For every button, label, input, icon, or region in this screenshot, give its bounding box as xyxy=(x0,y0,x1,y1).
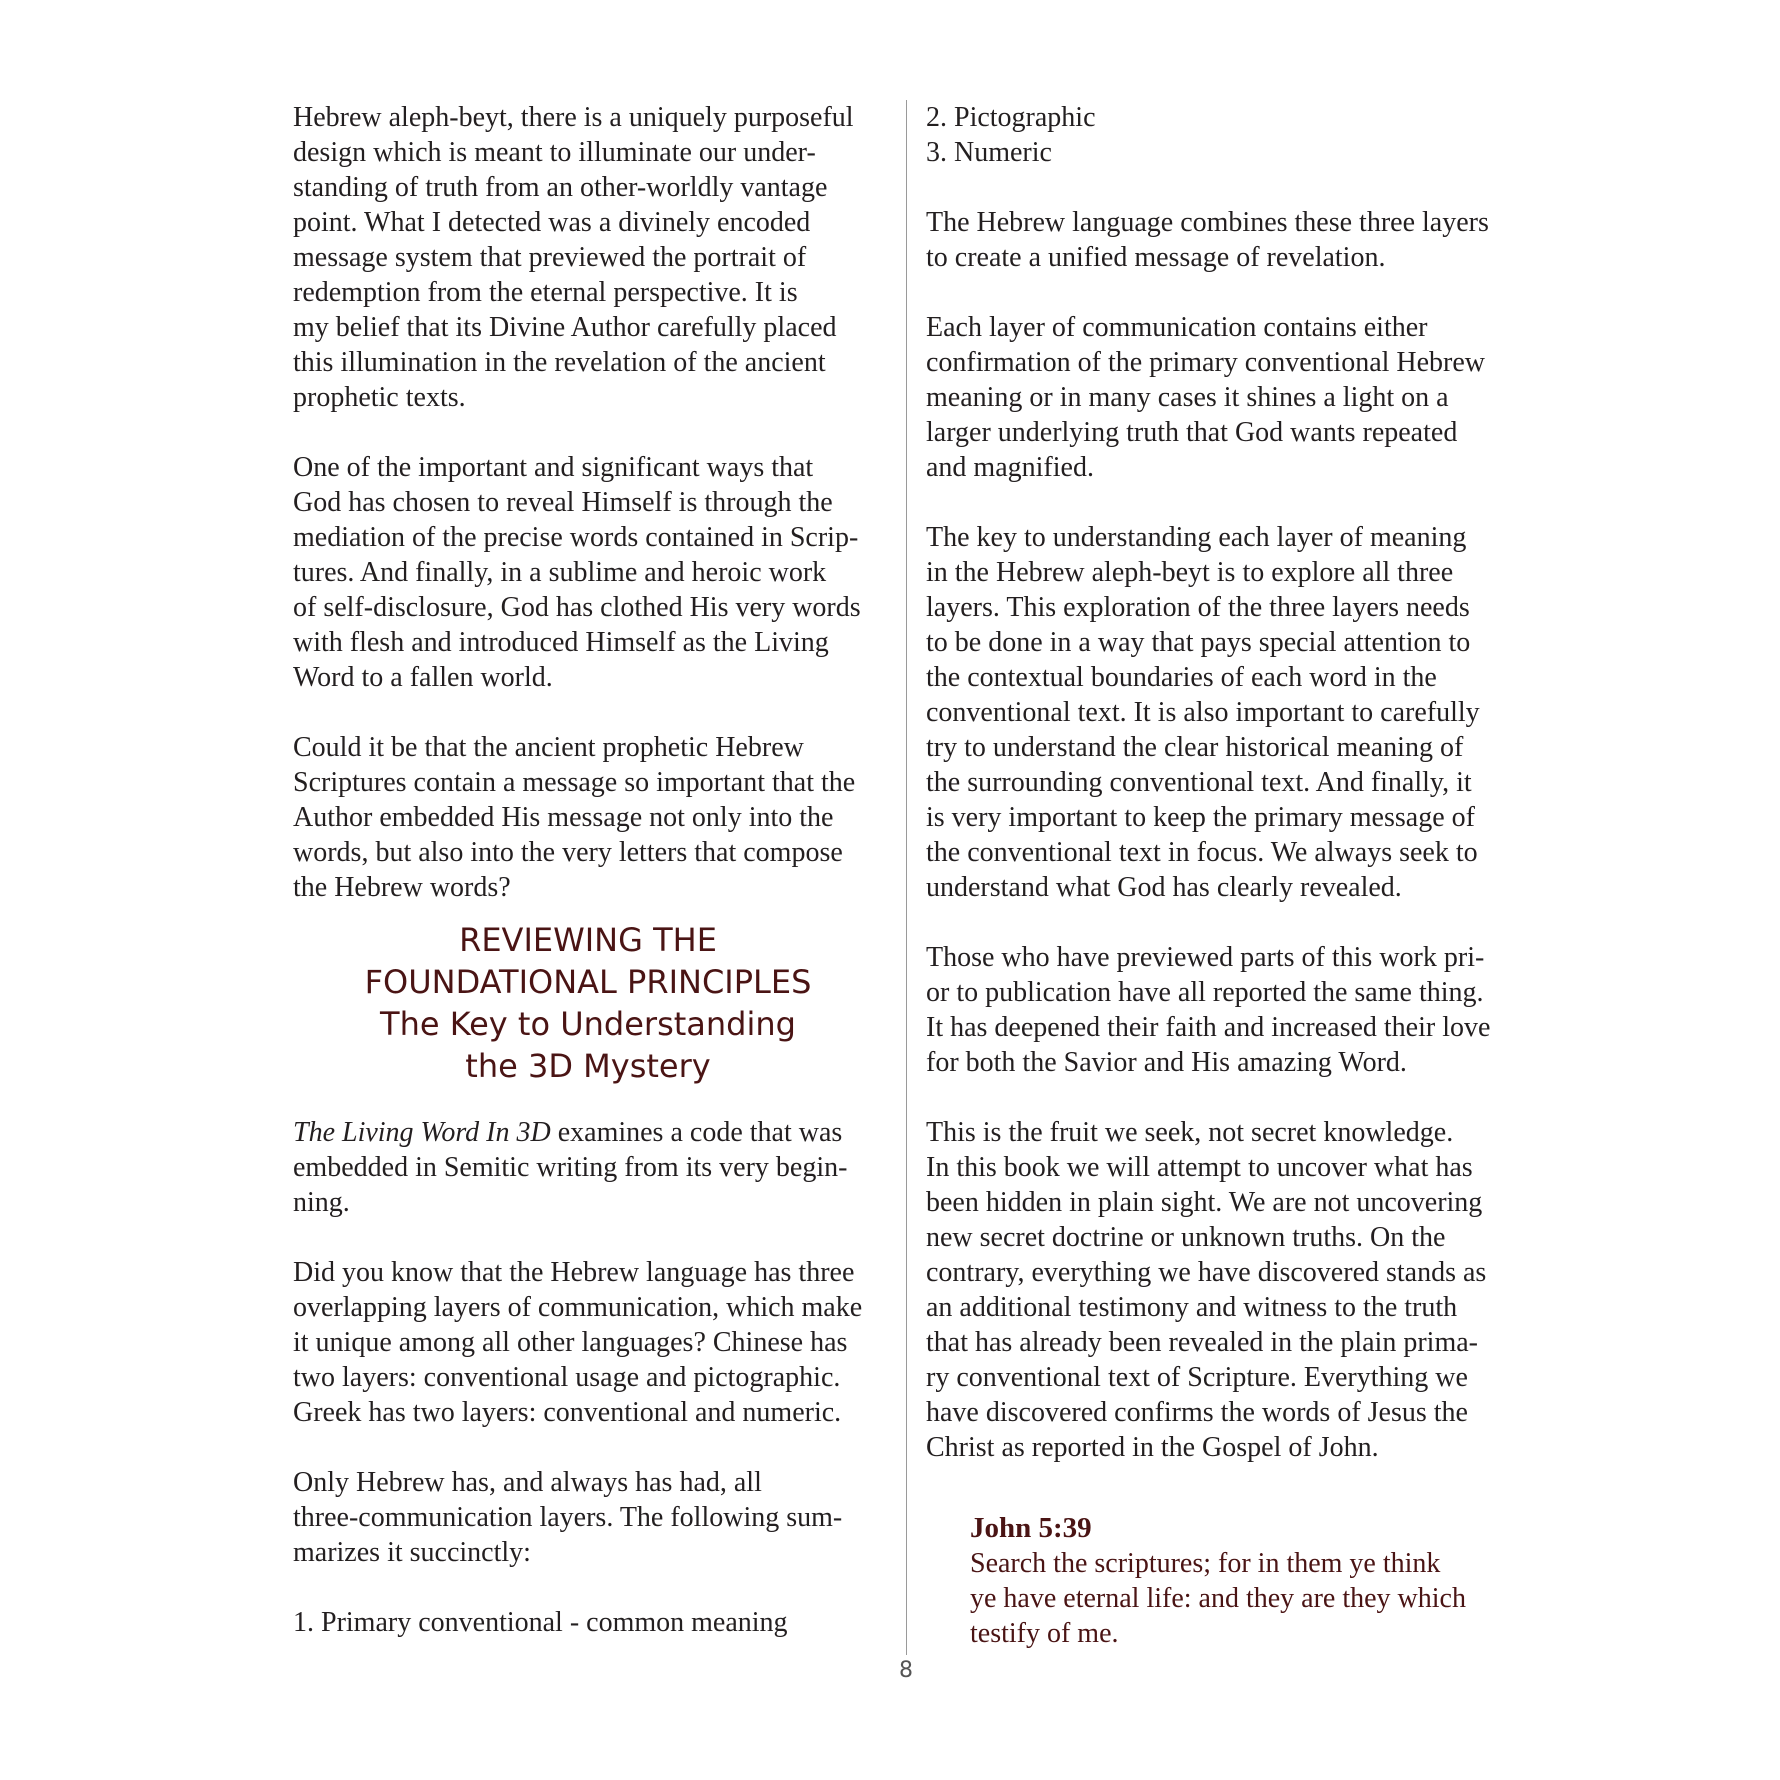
list-item: 3. Numeric xyxy=(926,137,1052,168)
text-line: it unique among all other languages? Chinese has xyxy=(293,1327,848,1358)
text-line: Those who have previewed parts of this work pri- xyxy=(926,942,1485,973)
paragraph xyxy=(293,450,893,695)
text-line: larger underlying truth that God wants repeated xyxy=(926,417,1458,448)
text-line: God has chosen to reveal Himself is through the xyxy=(293,487,833,518)
text-line: ning. xyxy=(293,1187,350,1218)
heading-line: REVIEWING THE xyxy=(459,921,717,959)
list-item: 2. Pictographic xyxy=(926,102,1096,133)
scripture-line: testify of me. xyxy=(970,1618,1119,1649)
paragraph-gap xyxy=(926,275,1526,310)
text-line: redemption from the eternal perspective. It is xyxy=(293,277,798,308)
paragraph-gap xyxy=(926,485,1526,520)
text-line: message system that previewed the portrait of xyxy=(293,242,807,273)
subheading-line: the 3D Mystery xyxy=(465,1047,711,1085)
text-line: an additional testimony and witness to the truth xyxy=(926,1292,1458,1323)
paragraph-gap xyxy=(293,1220,893,1255)
text-line: overlapping layers of communication, which make xyxy=(293,1292,863,1323)
text-line: prophetic texts. xyxy=(293,382,466,413)
text-line: Author embedded His message not only into the xyxy=(293,802,834,833)
text-line: of self-disclosure, God has clothed His very words xyxy=(293,592,861,623)
text-line: Christ as reported in the Gospel of John. xyxy=(926,1432,1379,1463)
text-line: ry conventional text of Scripture. Everything we xyxy=(926,1362,1468,1393)
text-line: tures. And finally, in a sublime and heroic work xyxy=(293,557,827,588)
text-line: The key to understanding each layer of meaning xyxy=(926,522,1467,553)
text-line: and magnified. xyxy=(926,452,1094,483)
text-line: the surrounding conventional text. And finally, it xyxy=(926,767,1472,798)
text-line: Word to a fallen world. xyxy=(293,662,553,693)
list xyxy=(293,1605,893,1640)
text-line: mediation of the precise words contained in Scrip- xyxy=(293,522,859,553)
book-title: The Living Word In 3D xyxy=(293,1117,551,1148)
paragraph-gap xyxy=(293,695,893,730)
text-line: In this book we will attempt to uncover what has xyxy=(926,1152,1473,1183)
text-fragment: examines a code that was xyxy=(550,1117,843,1148)
text-line: contrary, everything we have discovered stands as xyxy=(926,1257,1487,1288)
paragraph xyxy=(293,100,893,415)
paragraph-gap xyxy=(926,905,1526,940)
text-line: try to understand the clear historical meaning of xyxy=(926,732,1464,763)
text-line: Did you know that the Hebrew language has three xyxy=(293,1257,855,1288)
text-line: this illumination in the revelation of the ancient xyxy=(293,347,826,378)
column-divider xyxy=(906,100,907,1655)
text-line: new secret doctrine or unknown truths. On the xyxy=(926,1222,1446,1253)
scripture-line: ye have eternal life: and they are they which xyxy=(970,1583,1466,1614)
section-heading xyxy=(293,919,883,1087)
text-line: Could it be that the ancient prophetic Hebrew xyxy=(293,732,804,763)
text-line: my belief that its Divine Author carefully placed xyxy=(293,312,837,343)
text-line: standing of truth from an other-worldly vantage xyxy=(293,172,828,203)
paragraph-gap xyxy=(926,1080,1526,1115)
text-line: the Hebrew words? xyxy=(293,872,511,903)
text-line: with flesh and introduced Himself as the Living xyxy=(293,627,829,658)
left-column xyxy=(293,100,893,1640)
paragraph-gap xyxy=(293,1430,893,1465)
text-line: Each layer of communication contains either xyxy=(926,312,1428,343)
paragraph xyxy=(926,520,1526,905)
text-line: in the Hebrew aleph-beyt is to explore all three xyxy=(926,557,1454,588)
paragraph xyxy=(293,1115,893,1220)
paragraph xyxy=(293,730,893,905)
text-line: design which is meant to illuminate our under- xyxy=(293,137,816,168)
subheading-line: The Key to Understanding xyxy=(380,1005,796,1043)
list xyxy=(926,100,1526,170)
text-line: layers. This exploration of the three layers needs xyxy=(926,592,1470,623)
text-line: three-communication layers. The following sum- xyxy=(293,1502,843,1533)
text-line: to be done in a way that pays special attention to xyxy=(926,627,1471,658)
text-line: One of the important and significant ways that xyxy=(293,452,814,483)
paragraph xyxy=(926,310,1526,485)
text-line: It has deepened their faith and increased their love xyxy=(926,1012,1491,1043)
scripture-quote xyxy=(970,1510,1526,1651)
text-line: the conventional text in focus. We always seek to xyxy=(926,837,1478,868)
text-line: been hidden in plain sight. We are not uncovering xyxy=(926,1187,1483,1218)
right-column xyxy=(926,100,1526,1651)
text-line: for both the Savior and His amazing Word. xyxy=(926,1047,1407,1078)
paragraph xyxy=(926,1115,1526,1465)
text-line: embedded in Semitic writing from its very begin- xyxy=(293,1152,848,1183)
text-line: The Hebrew language combines these three layers xyxy=(926,207,1489,238)
paragraph xyxy=(926,940,1526,1080)
list-item: 1. Primary conventional - common meaning xyxy=(293,1607,788,1638)
text-line: have discovered confirms the words of Jesus the xyxy=(926,1397,1468,1428)
text-line: Hebrew aleph-beyt, there is a uniquely purposeful xyxy=(293,102,854,133)
page-number: 8 xyxy=(899,1658,913,1683)
paragraph xyxy=(293,1465,893,1570)
paragraph-gap xyxy=(293,1570,893,1605)
text-line: two layers: conventional usage and pictographic. xyxy=(293,1362,841,1393)
paragraph-gap xyxy=(293,415,893,450)
text-line: Only Hebrew has, and always has had, all xyxy=(293,1467,762,1498)
text-line: confirmation of the primary conventional Hebrew xyxy=(926,347,1486,378)
paragraph-gap xyxy=(926,170,1526,205)
paragraph-gap xyxy=(926,1465,1526,1500)
scripture-reference: John 5:39 xyxy=(970,1512,1092,1544)
scripture-line: Search the scriptures; for in them ye think xyxy=(970,1548,1441,1579)
text-line xyxy=(293,1115,893,1150)
text-line: Greek has two layers: conventional and numeric. xyxy=(293,1397,842,1428)
text-line: point. What I detected was a divinely encoded xyxy=(293,207,811,238)
text-line: or to publication have all reported the same thing. xyxy=(926,977,1484,1008)
text-line: This is the fruit we seek, not secret knowledge. xyxy=(926,1117,1454,1148)
text-line: that has already been revealed in the plain prima- xyxy=(926,1327,1478,1358)
text-line: the contextual boundaries of each word in the xyxy=(926,662,1437,693)
text-line: is very important to keep the primary message of xyxy=(926,802,1475,833)
paragraph xyxy=(926,205,1526,275)
text-line: marizes it succinctly: xyxy=(293,1537,531,1568)
text-line: to create a unified message of revelation. xyxy=(926,242,1386,273)
text-line: words, but also into the very letters that compose xyxy=(293,837,843,868)
text-line: understand what God has clearly revealed. xyxy=(926,872,1402,903)
heading-line: FOUNDATIONAL PRINCIPLES xyxy=(364,963,812,1001)
text-line: meaning or in many cases it shines a light on a xyxy=(926,382,1449,413)
paragraph xyxy=(293,1255,893,1430)
text-line: conventional text. It is also important to carefully xyxy=(926,697,1480,728)
text-line: Scriptures contain a message so important that the xyxy=(293,767,856,798)
